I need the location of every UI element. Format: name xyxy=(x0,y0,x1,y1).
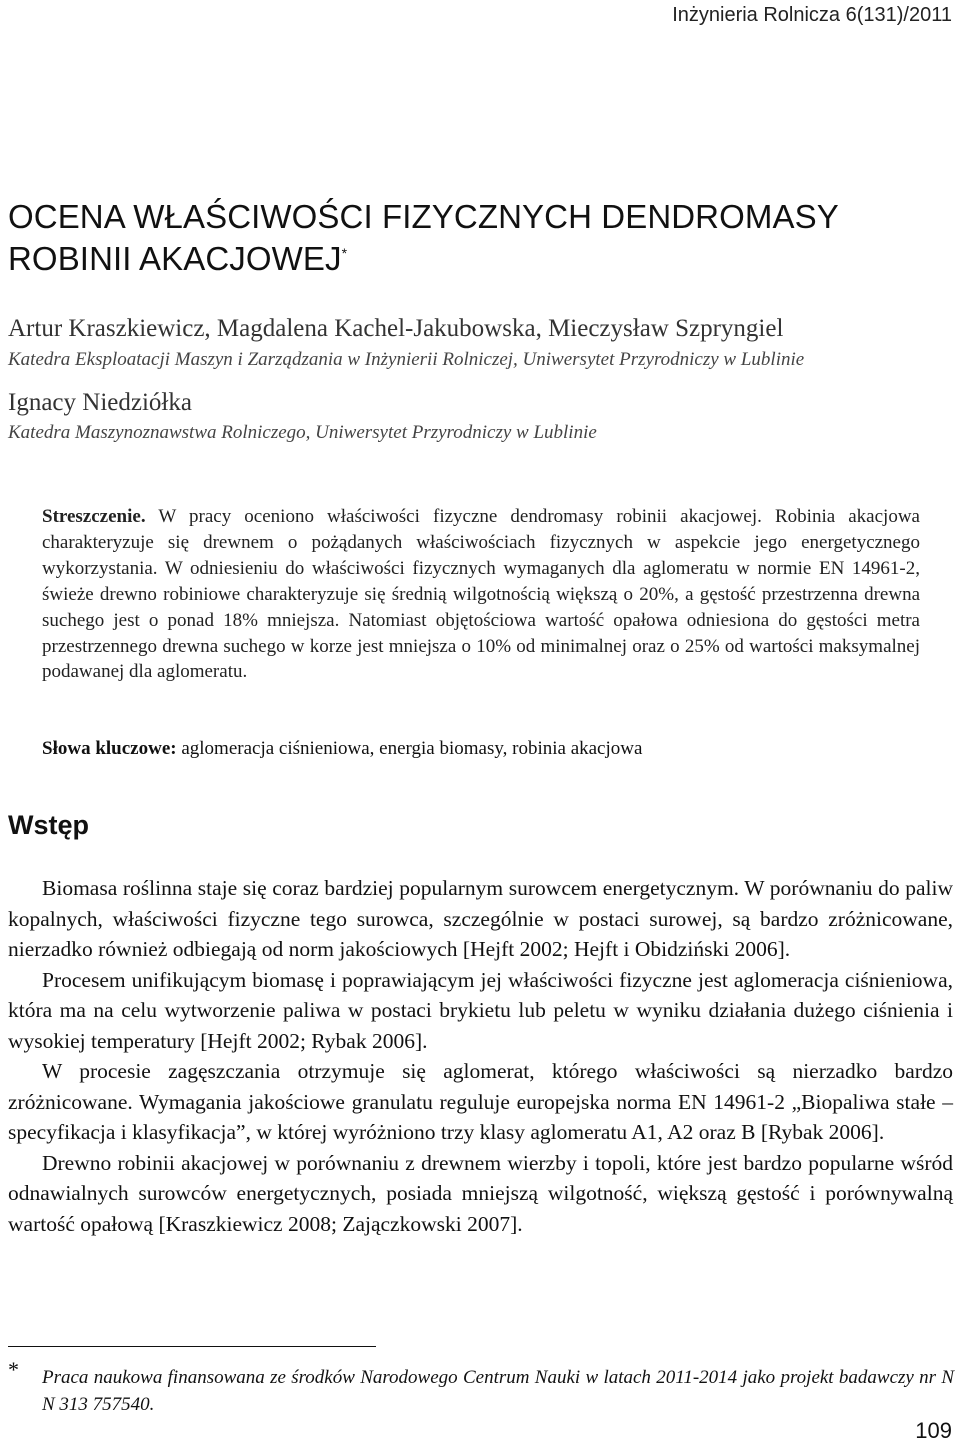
footnote-separator xyxy=(8,1346,376,1347)
body-paragraph-4: Drewno robinii akacjowej w porównaniu z drewnem wierzby i topoli, które jest bardzo popularne wśród odnawialnych surowców energetycznych, posiada mniejszą wilgotność, większą gęstość i porównywalną wartość opałową [Kraszkiewicz 2008; Zajączkowski 2007]. xyxy=(8,1150,953,1236)
abstract xyxy=(42,504,920,685)
keywords-text: aglomeracja ciśnieniowa, energia biomasy, robinia akacjowa xyxy=(181,738,643,759)
body-paragraph-1: Biomasa roślinna staje się coraz bardziej popularnym surowcem energetycznym. W porównaniu do paliw kopalnych, właściwości fizyczne tego surowca, szczególnie w postaci surowej, są bardzo zróżnicowane, nierzadko również odbiegają od norm jakościowych [Hejft 2002; Hejft i Obidziński 2006]. xyxy=(8,876,953,961)
section-heading: Wstęp xyxy=(8,810,89,840)
author-affiliation-1: Katedra Eksploatacji Maszyn i Zarządzania w Inżynierii Rolniczej, Uniwersytet Przyrodniczy w Lublinie xyxy=(8,349,805,370)
article-title xyxy=(8,196,938,280)
page-number: 109 xyxy=(915,1418,952,1443)
footnote-text: Praca naukowa finansowana ze środków Narodowego Centrum Nauki w latach 2011-2014 jako projekt badawczy nr N N 313 757540. xyxy=(42,1367,954,1415)
author-names-1: Artur Kraszkiewicz, Magdalena Kachel-Jakubowska, Mieczysław Szpryngiel xyxy=(8,315,784,342)
abstract-text: W pracy oceniono właściwości fizyczne dendromasy robinii akacjowej. Robinia akacjowa charakteryzuje się drewnem o pożądanych właściwościach fizycznych w aspekcie jego energetycznego wykorzystania. W odniesieniu do właściwości fizycznych wymaganych dla aglomeratu w normie EN 14961-2, świeże drewno robiniowe charakteryzuje się średnią wilgotnością większą o 20%, a gęstość przestrzenna drewna suchego jest o ponad 18% mniejsza. Natomiast objętościowa wartość opałowa odniesiona do gęstości metra przestrzennego drewna suchego w korze jest mniejsza o 10% od minimalnej oraz o 25% od wartości maksymalnej podawanej dla aglomeratu. xyxy=(42,506,920,683)
author-affiliation-2: Katedra Maszynoznawstwa Rolniczego, Uniwersytet Przyrodniczy w Lublinie xyxy=(8,422,597,443)
body-paragraph-3: W procesie zagęszczania otrzymuje się aglomerat, którego właściwości są nierzadko bardzo zróżnicowane. Wymagania jakościowe granulatu reguluje europejska norma EN 14961-2 „Biopaliwa stałe – specyfikacja i klasyfikacja”, w której wyróżniono trzy klasy aglomeratu A1, A2 oraz B [Rybak 2006]. xyxy=(8,1059,953,1144)
title-footnote-marker: * xyxy=(341,245,348,261)
body-paragraph-2: Procesem unifikującym biomasę i poprawiającym jej właściwości fizyczne jest aglomeracja ciśnieniowa, która ma na celu wytworzenie paliwa w postaci brykietu lub peletu w wyniku działania dużego ciśnienia i wysokiej temperatury [Hejft 2002; Rybak 2006]. xyxy=(8,967,953,1053)
body-text xyxy=(8,873,953,1239)
author-names-2: Ignacy Niedziółka xyxy=(8,389,192,416)
abstract-label: Streszczenie. xyxy=(42,506,146,527)
keywords-label: Słowa kluczowe: xyxy=(42,738,177,759)
keywords xyxy=(42,736,920,762)
footnote-marker: * xyxy=(8,1357,19,1382)
running-header: Inżynieria Rolnicza 6(131)/2011 xyxy=(672,4,952,26)
article-title-text: OCENA WŁAŚCIWOŚCI FIZYCZNYCH DENDROMASY ROBINII AKACJOWEJ xyxy=(8,198,839,277)
